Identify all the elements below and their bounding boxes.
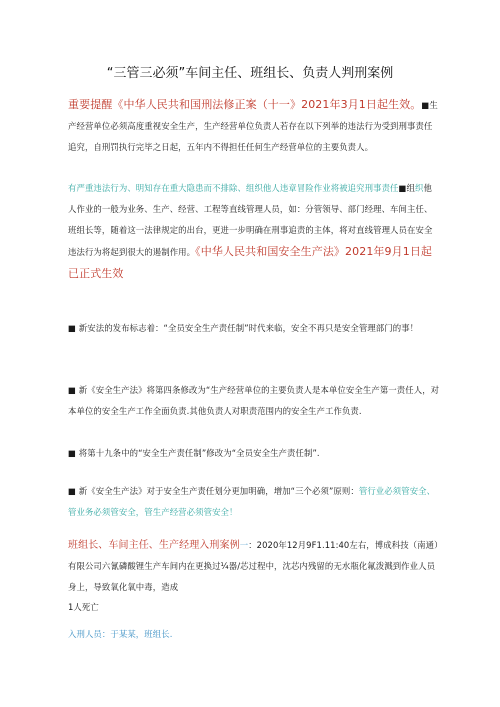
case-description: ：2020年12月9F1.11:40左右，博成科技（南通）有限公司六氰磷酸锂生产车间内在更换过¼器/芯过程中，沈芯内残留的无水瓶化氟泼溅到作业人员身上，导致氧化氧中毒，造成 <box>68 540 439 592</box>
line-managers-text-a: ■组 <box>398 183 416 193</box>
serious-violations-text: 有严重违法行为、明知存在重大隐患而不排除、组织他人违章冒险作业将被追究刑事责任 <box>68 183 399 193</box>
line-managers-text-b: 织 <box>415 183 424 193</box>
case-death-count: 1人死亡 <box>68 602 99 612</box>
paragraph-case-one <box>68 535 440 598</box>
law-reminder-text: ■生产经营单位必须高度重视安全生产，生产经营单位负责人若存在以下列举的违法行为受到刑事责任追究，自刑罚执行完毕之日起，五年内不得担任任何生产经营单位的主要负责人。 <box>68 100 438 152</box>
bullet-article-four: ■ 新《安全生产法》将第四条修改为“生产经营单位的主要负责人是本单位安全生产第一责任人，对本单位的安全生产工作全面负责.其他负责人对职责范围内的安全生产工作负责. <box>68 385 440 416</box>
paragraph-criminal-law-reminder <box>68 94 440 158</box>
bullet-new-law: ■ 新安法的发布标志着：“全员安全生产责任制”时代来临，安全不再只是安全管理部门的事！ <box>68 323 419 333</box>
three-musts-principles: 管行业必须管安全、管业务必须管安全，管生产经营必须管安全！ <box>68 486 436 517</box>
law-reminder-heading: 重要提醒《中华人民共和国刑法修正案（十一》2021年3月1日起生效。 <box>68 98 422 111</box>
case-number: 一 <box>239 540 249 550</box>
paragraph-line-managers <box>68 178 440 285</box>
case-convicted-person: 入刑人员：于某某，班组长. <box>68 629 173 639</box>
case-heading: 班组长、车间主任、生产经理入刑案例 <box>68 540 240 551</box>
page-title: “三管三必须”车间主任、班组长、负责人判刑案例 <box>106 66 394 81</box>
line-managers-text-c: 他人作业的一般为业务、生产、经营、工程等直线管理人员，如：分管领导、部门经理、车间主任、班组长等 <box>68 183 433 235</box>
safety-law-effective-heading: 《中华人民共和国安全生产法》2021年9月1日起已正式生效 <box>68 245 433 280</box>
bullet-three-musts <box>68 481 440 523</box>
three-musts-text: ■ 新《安全生产法》对于安全生产责任划分更加明确，增加“三个必须”原则： <box>68 486 359 496</box>
bullet-article-nineteen: ■ 将第十九条中的“安全生产责任制”修改为“全员安全生产责任制”. <box>68 448 320 458</box>
line-managers-text-d: ，随着这一法律规定的出台，更进一步明确在刑事追责的主体，将对直线管理人员在安全违法行为将起到很大的遏制作用。 <box>68 225 433 257</box>
